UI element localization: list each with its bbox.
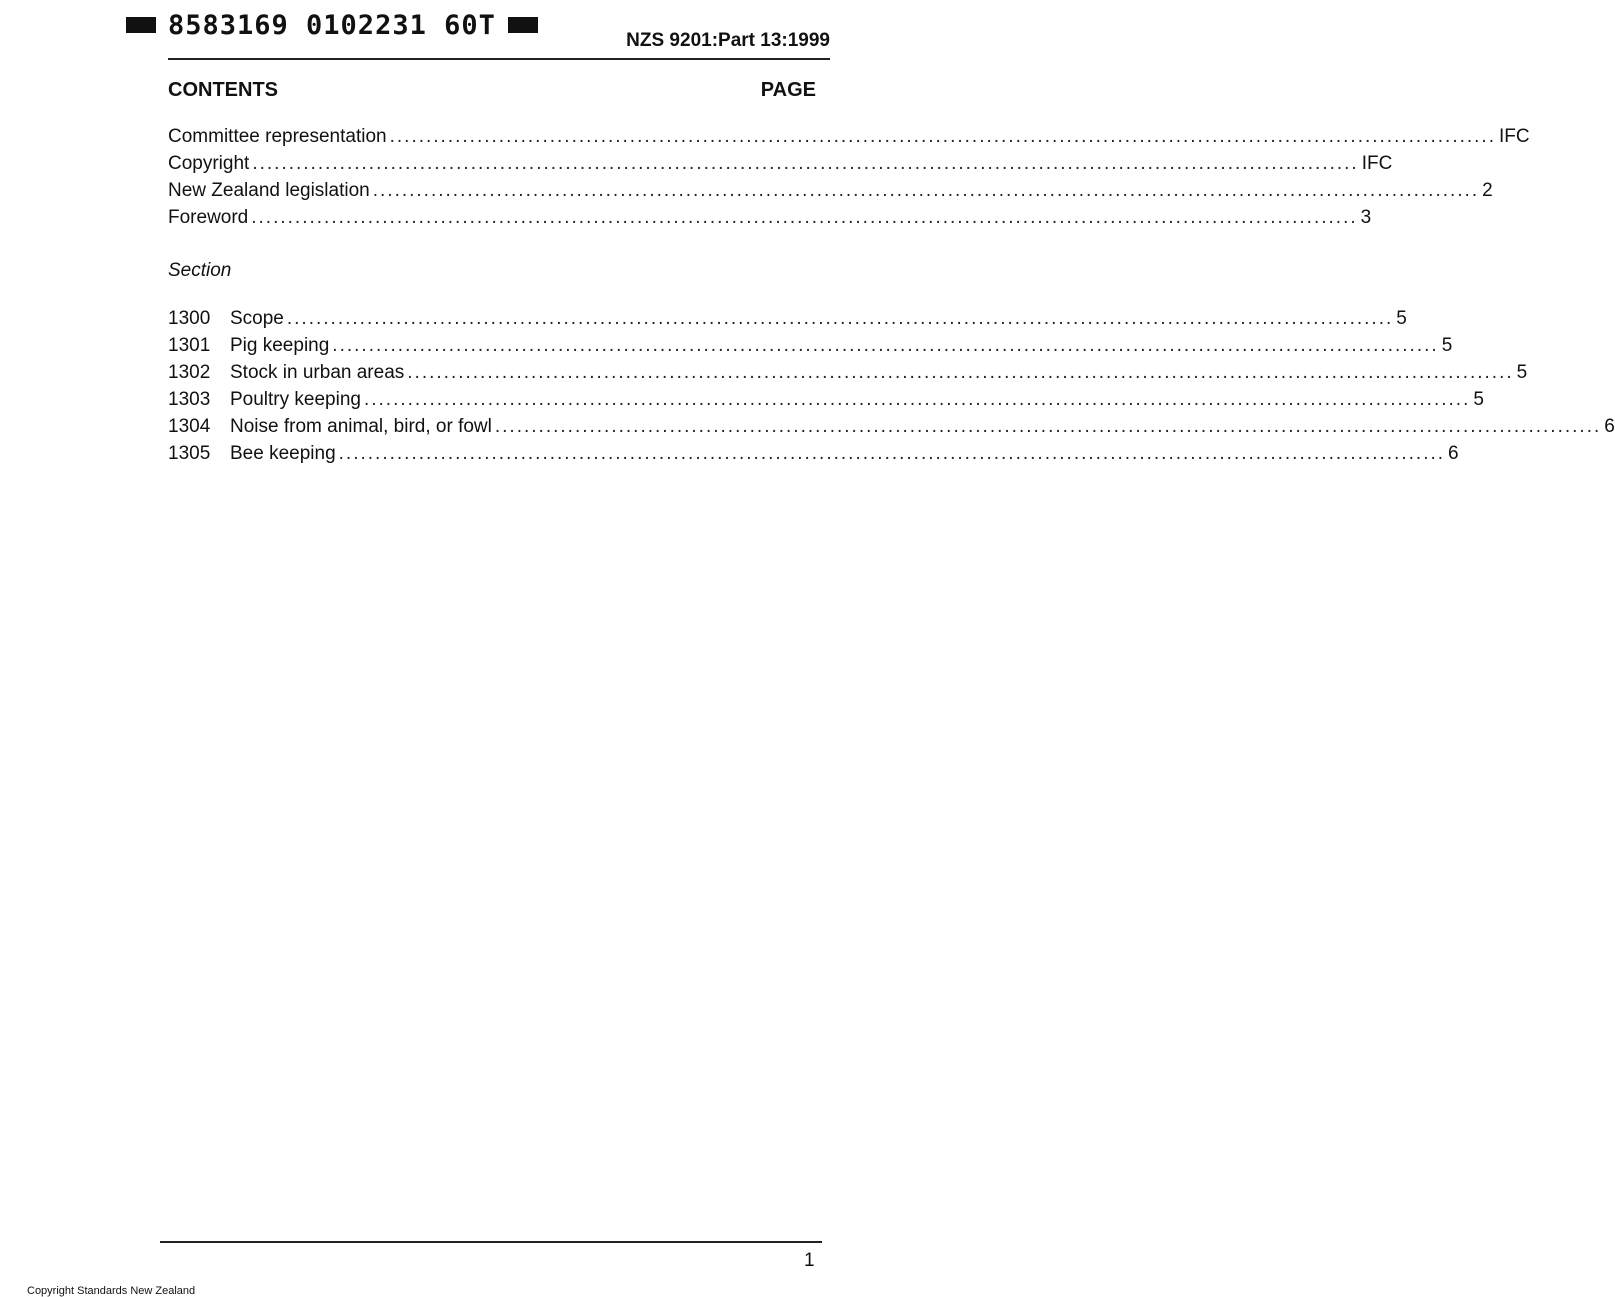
toc-section-1301[interactable]: [168, 332, 1453, 359]
section-title: Poultry keeping: [230, 389, 361, 410]
toc-entry-title: Committee representation: [168, 126, 387, 147]
toc-entry-committee-representation[interactable]: [168, 123, 1530, 150]
section-title: Scope: [230, 308, 284, 329]
toc-entry-title: New Zealand legislation: [168, 180, 370, 201]
toc-leader-dots: ........................................................................................................................................................: [494, 416, 1602, 437]
standard-id: NZS 9201:Part 13:1999: [626, 30, 830, 51]
toc-leader-dots: ........................................................................................................................................................: [286, 308, 1394, 329]
barcode-strip: [126, 10, 538, 40]
page-column-label: PAGE: [760, 79, 816, 101]
toc-leader-dots: ........................................................................................................................................................: [338, 443, 1446, 464]
contents-title: CONTENTS: [168, 79, 278, 101]
copyright-notice: Copyright Standards New Zealand: [27, 1285, 196, 1297]
section-number: 1300: [168, 308, 211, 329]
toc-entry-page: IFC: [1499, 126, 1530, 147]
toc-entry-page: 2: [1482, 180, 1493, 201]
page-number: 1: [804, 1250, 815, 1271]
toc-entry-page: IFC: [1361, 153, 1393, 174]
section-page: 6: [1448, 443, 1459, 464]
toc-section-1302[interactable]: [168, 359, 1528, 386]
toc-entry-title: Foreword: [168, 207, 249, 228]
section-number: 1302: [168, 362, 211, 383]
toc-section-1300[interactable]: [168, 305, 1407, 332]
toc-entry-copyright[interactable]: [168, 150, 1393, 177]
toc-leader-dots: ........................................................................................................................................................: [407, 362, 1514, 383]
footer-rule: [160, 1241, 822, 1243]
section-label: Section: [168, 260, 232, 281]
section-title: Noise from animal, bird, or fowl: [230, 416, 492, 437]
toc-section-1304[interactable]: [168, 413, 1615, 440]
toc-entry-page: 3: [1360, 207, 1372, 228]
barcode-text: 8583169 0102231 60T: [168, 9, 496, 41]
toc-section-1305[interactable]: [168, 440, 1459, 467]
toc-section-1303[interactable]: [168, 386, 1484, 413]
section-page: 5: [1396, 308, 1407, 329]
section-page: 5: [1516, 362, 1528, 383]
toc-entry-title: Copyright: [168, 153, 250, 174]
section-number: 1305: [168, 443, 211, 464]
section-page: 6: [1604, 416, 1615, 437]
section-number: 1304: [168, 416, 211, 437]
toc-leader-dots: ........................................................................................................................................................: [372, 180, 1480, 201]
section-title: Stock in urban areas: [230, 362, 405, 383]
toc-leader-dots: ........................................................................................................................................................: [389, 126, 1496, 147]
toc-leader-dots: ........................................................................................................................................................: [332, 335, 1439, 356]
section-page: 5: [1473, 389, 1484, 410]
toc-leader-dots: ........................................................................................................................................................: [363, 389, 1471, 410]
toc-leader-dots: ........................................................................................................................................................: [252, 153, 1359, 174]
section-number: 1303: [168, 389, 211, 410]
header-rule: [168, 58, 830, 60]
section-page: 5: [1441, 335, 1453, 356]
barcode-block-left: [126, 17, 156, 33]
section-title: Pig keeping: [230, 335, 330, 356]
toc-entry-new-zealand-legislation[interactable]: [168, 177, 1493, 204]
section-number: 1301: [168, 335, 211, 356]
barcode-block-right: [508, 17, 538, 33]
toc-leader-dots: ........................................................................................................................................................: [251, 207, 1358, 228]
toc-entry-foreword[interactable]: [168, 204, 1372, 231]
section-title: Bee keeping: [230, 443, 336, 464]
